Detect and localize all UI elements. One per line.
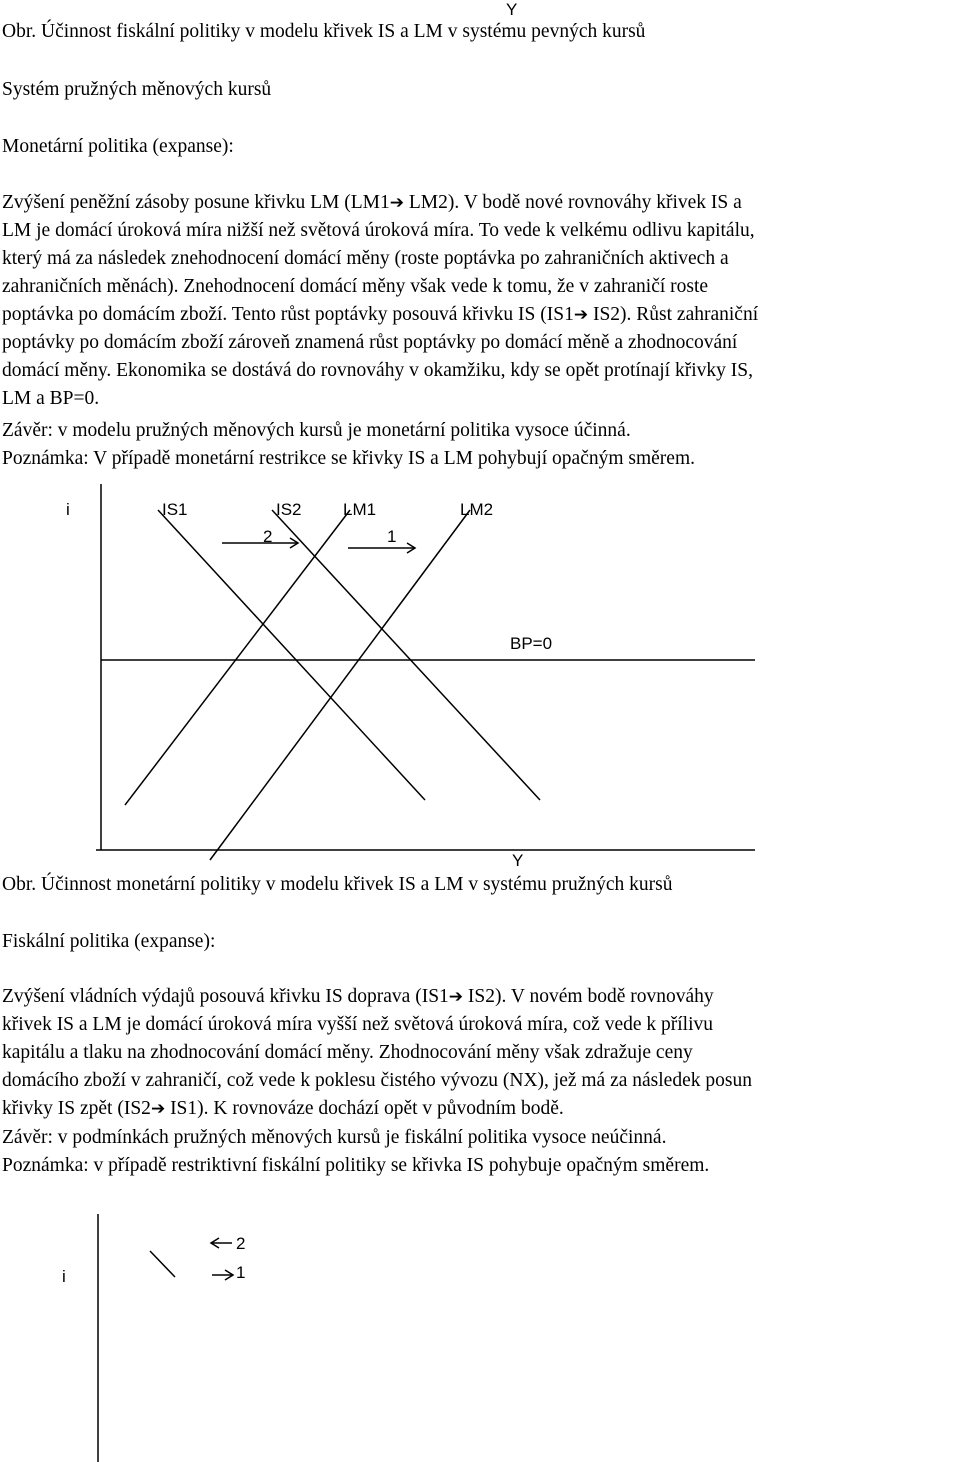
body-text: Zvýšení peněžní zásoby posune křivku LM (LM1 (2, 192, 390, 213)
body-text: poptávky po domácím zboží zároveň znamená růst poptávky po domácí měně a zhodnocování (2, 332, 738, 353)
subsection-heading: Fiskální politika (expanse): (2, 931, 216, 952)
is2-label: IS2 (276, 500, 302, 519)
body-text: LM je domácí úroková míra nižší než světová úroková míra. To vede k velkému odlivu kapitálu, (2, 220, 755, 241)
y-axis-label: i (62, 1267, 66, 1286)
body-text: zahraničních měnách). Znehodnocení domácí měny však vede k tomu, že v zahraničí roste (2, 276, 709, 297)
note-text: Poznámka: v případě restriktivní fiskální politiky se křivka IS pohybuje opačným směrem. (2, 1155, 710, 1176)
subsection-heading: Monetární politika (expanse): (2, 136, 234, 157)
lm2-label: LM2 (460, 500, 494, 519)
x-axis-label: Y (506, 0, 518, 19)
caption-text: Účinnost monetární politiky v modelu křivek IS a LM v systému pružných kursů (41, 874, 673, 895)
body-text: LM a BP=0. (2, 388, 100, 409)
x-axis-label: Y (512, 851, 524, 870)
is-curve (150, 1251, 175, 1277)
arrow-icon: ➔ (448, 987, 464, 1007)
section-heading: Systém pružných měnových kursů (2, 79, 272, 100)
body-text: IS1). K rovnováze dochází opět v původním bodě. (165, 1098, 564, 1119)
body-text: domácího zboží v zahraničí, což vede k poklesu čistého vývozu (NX), jež má za následek posun (2, 1070, 752, 1091)
marker-top: 2 (236, 1234, 246, 1253)
body-text: který má za následek znehodnocení domácí měny (roste poptávka po zahraničních aktivech a (2, 248, 729, 269)
caption-text: Účinnost fiskální politiky v modelu křivek IS a LM v systému pevných kursů (41, 21, 646, 42)
arrow-icon: ➔ (150, 1099, 166, 1119)
body-text: křivek IS a LM je domácí úroková míra vyšší než světová úroková míra, což vede k přílivu (2, 1014, 714, 1035)
body-text: poptávka po domácím zboží. Tento růst poptávky posouvá křivku IS (IS1 (2, 304, 574, 325)
caption-prefix: Obr. (2, 874, 37, 895)
body-text: domácí měny. Ekonomika se dostává do rovnováhy v okamžiku, kdy se opět protínají křivky IS, (2, 360, 753, 381)
conclusion-text: Závěr: v podmínkách pružných měnových kursů je fiskální politika vysoce neúčinná. (2, 1127, 667, 1148)
arrow-icon: ➔ (573, 305, 589, 325)
body-text: Zvýšení vládních výdajů posouvá křivku IS doprava (IS1 (2, 986, 449, 1007)
bp-label: BP=0 (510, 634, 553, 653)
body-text: křivky IS zpět (IS2 (2, 1098, 151, 1119)
body-text: kapitálu a tlaku na zhodnocování domácí měny. Zhodnocování měny však zdražuje ceny (2, 1042, 693, 1063)
is1-label: IS1 (162, 500, 188, 519)
body-text: LM2). V bodě nové rovnováhy křivek IS a (404, 192, 742, 213)
y-axis-label: i (66, 500, 70, 519)
note-text: Poznámka: V případě monetární restrikce se křivky IS a LM pohybují opačným směrem. (2, 448, 695, 469)
arrow-icon: ➔ (389, 193, 405, 213)
body-text: IS2). V novém bodě rovnováhy (463, 986, 714, 1007)
marker-bottom: 1 (236, 1263, 246, 1282)
lm-shift-number: 1 (387, 527, 397, 546)
lm1-label: LM1 (343, 500, 377, 519)
caption-prefix: Obr. (2, 21, 37, 42)
body-text: IS2). Růst zahraniční (588, 304, 759, 325)
is-shift-number: 2 (263, 527, 273, 546)
conclusion-text: Závěr: v modelu pružných měnových kursů je monetární politika vysoce účinná. (2, 420, 631, 441)
